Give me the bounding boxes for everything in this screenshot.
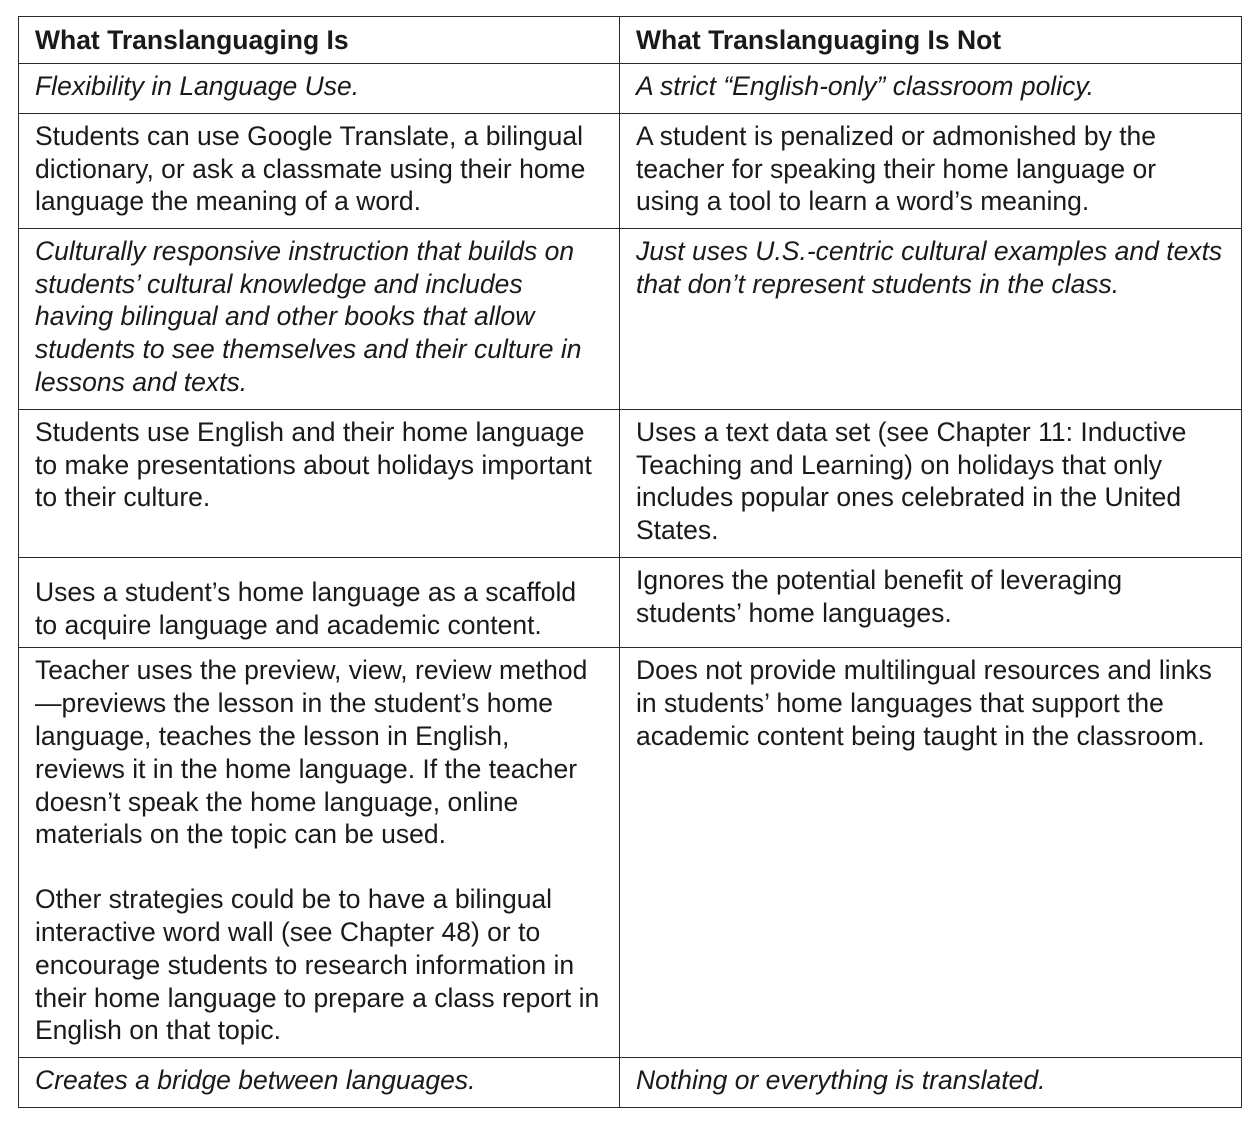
cell-paragraph: Flexibility in Language Use.	[35, 70, 360, 101]
cell-is	[19, 557, 620, 648]
cell-paragraph: Culturally responsive instruction that builds on students’ cultural knowledge and includes having bilingual and other books that allow students to see themselves and their culture in lessons and texts.	[35, 235, 582, 397]
table-row	[19, 63, 1242, 113]
table-body	[19, 63, 1242, 1108]
cell-is	[19, 409, 620, 557]
cell-paragraph: Uses a student’s home language as a scaffold to acquire language and academic content.	[35, 576, 577, 640]
header-is-not: What Translanguaging Is Not	[620, 17, 1242, 64]
table-row	[19, 648, 1242, 1058]
table-row	[19, 409, 1242, 557]
cell-is-not	[620, 228, 1242, 409]
header-is: What Translanguaging Is	[19, 17, 620, 64]
cell-is-not	[620, 63, 1242, 113]
cell-paragraph: A student is penalized or admonished by the teacher for speaking their home language or using a tool to learn a word’s meaning.	[636, 120, 1157, 217]
cell-paragraph: Students can use Google Translate, a bilingual dictionary, or ask a classmate using their home language the meaning of a word.	[35, 120, 586, 217]
table-header	[19, 17, 1242, 64]
cell-is-not	[620, 113, 1242, 228]
cell-is	[19, 228, 620, 409]
translanguaging-comparison-table	[18, 16, 1242, 1108]
header-row	[19, 17, 1242, 64]
table-row	[19, 557, 1242, 648]
cell-is	[19, 113, 620, 228]
cell-is-not	[620, 648, 1242, 1058]
cell-is	[19, 1058, 620, 1108]
table-row	[19, 1058, 1242, 1108]
cell-paragraph: Uses a text data set (see Chapter 11: Inductive Teaching and Learning) on holidays that only includes popular ones celebrated in the United States.	[636, 416, 1187, 546]
cell-paragraph: Creates a bridge between languages.	[35, 1065, 476, 1096]
cell-paragraph: Other strategies could be to have a bilingual interactive word wall (see Chapter 48) or to encourage students to research information in their home language to prepare a class report in English on that topic.	[35, 884, 600, 1046]
cell-paragraph: Nothing or everything is translated.	[636, 1065, 1046, 1096]
cell-is-not	[620, 1058, 1242, 1108]
cell-is-not	[620, 409, 1242, 557]
cell-is	[19, 63, 620, 113]
cell-paragraph: Teacher uses the preview, view, review method—previews the lesson in the student’s home language, teaches the lesson in English, reviews it in the home language. If the teacher doesn’t speak the home language, online materials on the topic can be used.	[35, 655, 588, 850]
cell-paragraph: Just uses U.S.-centric cultural examples and texts that don’t represent students in the class.	[636, 235, 1223, 299]
cell-paragraph: Students use English and their home language to make presentations about holidays important to their culture.	[35, 416, 592, 513]
cell-paragraph: A strict “English-only” classroom policy.	[636, 70, 1094, 101]
table-row	[19, 228, 1242, 409]
cell-is	[19, 648, 620, 1058]
cell-paragraph: Does not provide multilingual resources and links in students’ home languages that support the academic content being taught in the classroom.	[636, 655, 1212, 751]
table-row	[19, 113, 1242, 228]
cell-is-not	[620, 557, 1242, 648]
cell-paragraph: Ignores the potential benefit of leveraging students’ home languages.	[636, 564, 1123, 628]
